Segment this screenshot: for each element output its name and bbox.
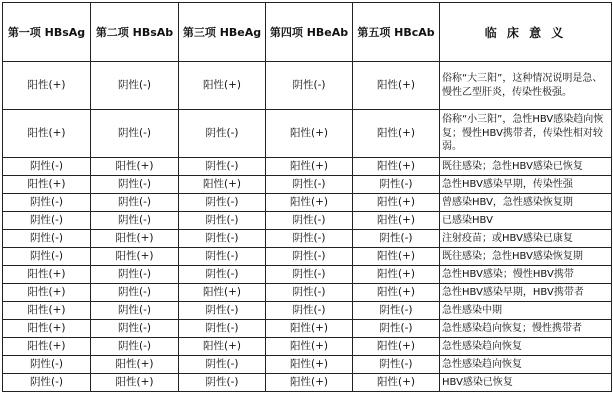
cell-hbcab: 阳性(+) xyxy=(353,110,440,158)
cell-hbeab: 阴性(-) xyxy=(266,284,353,302)
cell-clinical-meaning: 急性HBV感染早期，HBV携带者 xyxy=(440,284,612,302)
cell-hbeag: 阴性(-) xyxy=(179,320,266,338)
cell-hbsab: 阴性(-) xyxy=(91,212,179,230)
cell-hbsag: 阴性(-) xyxy=(3,194,91,212)
cell-clinical-meaning: 急性HBV感染早期，传染性强 xyxy=(440,176,612,194)
table-body xyxy=(3,62,612,392)
cell-hbeag: 阴性(-) xyxy=(179,302,266,320)
cell-hbsag: 阴性(-) xyxy=(3,248,91,266)
cell-hbsab: 阴性(-) xyxy=(91,302,179,320)
cell-hbsag: 阳性(+) xyxy=(3,266,91,284)
cell-hbsab: 阳性(+) xyxy=(91,374,179,392)
cell-hbcab: 阴性(-) xyxy=(353,320,440,338)
cell-hbcab: 阳性(+) xyxy=(353,338,440,356)
cell-hbcab: 阳性(+) xyxy=(353,374,440,392)
cell-clinical-meaning: 既往感染；急性HBV感染恢复期 xyxy=(440,248,612,266)
cell-hbsab: 阴性(-) xyxy=(91,176,179,194)
cell-hbsag: 阳性(+) xyxy=(3,62,91,110)
cell-hbsab: 阳性(+) xyxy=(91,158,179,176)
cell-hbsag: 阳性(+) xyxy=(3,110,91,158)
header-hbeag: 第三项 HBeAg xyxy=(179,3,266,62)
cell-hbeag: 阳性(+) xyxy=(179,62,266,110)
hbv-five-items-table-container xyxy=(2,2,611,416)
cell-hbcab: 阳性(+) xyxy=(353,158,440,176)
table-row xyxy=(3,338,612,356)
cell-hbcab: 阳性(+) xyxy=(353,212,440,230)
table-row xyxy=(3,284,612,302)
table-row xyxy=(3,320,612,338)
table-row xyxy=(3,158,612,176)
header-hbeab: 第四项 HBeAb xyxy=(266,3,353,62)
cell-clinical-meaning: 急性感染中期 xyxy=(440,302,612,320)
cell-clinical-meaning: 注射疫苗；或HBV感染已康复 xyxy=(440,230,612,248)
cell-clinical-meaning: 急性感染趋向恢复 xyxy=(440,356,612,374)
table-row xyxy=(3,374,612,392)
cell-hbsag: 阴性(-) xyxy=(3,158,91,176)
cell-hbeab: 阴性(-) xyxy=(266,62,353,110)
cell-hbeab: 阴性(-) xyxy=(266,176,353,194)
cell-hbcab: 阴性(-) xyxy=(353,356,440,374)
cell-hbeag: 阳性(+) xyxy=(179,338,266,356)
hbv-five-items-table xyxy=(2,2,612,392)
table-row xyxy=(3,194,612,212)
cell-clinical-meaning: 俗称“小三阳”，急性HBV感染趋向恢复；慢性HBV携带者，传染性相对较弱。 xyxy=(440,110,612,158)
cell-hbeag: 阴性(-) xyxy=(179,158,266,176)
table-row xyxy=(3,302,612,320)
cell-hbsag: 阳性(+) xyxy=(3,320,91,338)
cell-hbcab: 阳性(+) xyxy=(353,248,440,266)
cell-hbcab: 阳性(+) xyxy=(353,284,440,302)
cell-clinical-meaning: 既往感染；急性HBV感染已恢复 xyxy=(440,158,612,176)
header-hbcab: 第五项 HBcAb xyxy=(353,3,440,62)
cell-hbsag: 阴性(-) xyxy=(3,212,91,230)
cell-hbeab: 阴性(-) xyxy=(266,230,353,248)
cell-hbeag: 阳性(+) xyxy=(179,284,266,302)
cell-hbeag: 阴性(-) xyxy=(179,230,266,248)
cell-hbsag: 阳性(+) xyxy=(3,176,91,194)
cell-hbsag: 阴性(-) xyxy=(3,356,91,374)
header-hbsab: 第二项 HBsAb xyxy=(91,3,179,62)
cell-hbeag: 阴性(-) xyxy=(179,266,266,284)
table-row xyxy=(3,248,612,266)
table-row xyxy=(3,266,612,284)
cell-hbeab: 阳性(+) xyxy=(266,194,353,212)
cell-clinical-meaning: 俗称“大三阳”，这种情况说明是急、慢性乙型肝炎，传染性极强。 xyxy=(440,62,612,110)
cell-hbcab: 阴性(-) xyxy=(353,302,440,320)
table-row xyxy=(3,356,612,374)
cell-hbeag: 阴性(-) xyxy=(179,248,266,266)
cell-hbcab: 阳性(+) xyxy=(353,62,440,110)
cell-hbsag: 阴性(-) xyxy=(3,230,91,248)
cell-hbsag: 阳性(+) xyxy=(3,338,91,356)
cell-hbsab: 阴性(-) xyxy=(91,320,179,338)
cell-hbsag: 阳性(+) xyxy=(3,284,91,302)
cell-hbeag: 阴性(-) xyxy=(179,374,266,392)
cell-hbeag: 阴性(-) xyxy=(179,356,266,374)
cell-hbeab: 阳性(+) xyxy=(266,110,353,158)
cell-hbeag: 阳性(+) xyxy=(179,176,266,194)
cell-hbeag: 阴性(-) xyxy=(179,110,266,158)
table-row xyxy=(3,176,612,194)
table-header-row xyxy=(3,3,612,62)
cell-hbsab: 阳性(+) xyxy=(91,248,179,266)
table-row xyxy=(3,110,612,158)
cell-clinical-meaning: 急性HBV感染；慢性HBV携带 xyxy=(440,266,612,284)
cell-hbeag: 阴性(-) xyxy=(179,212,266,230)
cell-hbcab: 阴性(-) xyxy=(353,176,440,194)
cell-hbsab: 阴性(-) xyxy=(91,194,179,212)
cell-hbsab: 阴性(-) xyxy=(91,284,179,302)
cell-hbsab: 阳性(+) xyxy=(91,356,179,374)
cell-hbcab: 阳性(+) xyxy=(353,266,440,284)
cell-hbsab: 阴性(-) xyxy=(91,110,179,158)
cell-clinical-meaning: 曾感染HBV，急性感染恢复期 xyxy=(440,194,612,212)
cell-hbsag: 阳性(+) xyxy=(3,302,91,320)
cell-hbcab: 阴性(-) xyxy=(353,230,440,248)
cell-hbeab: 阳性(+) xyxy=(266,356,353,374)
cell-hbeab: 阳性(+) xyxy=(266,158,353,176)
table-row xyxy=(3,62,612,110)
header-hbsag: 第一项 HBsAg xyxy=(3,3,91,62)
table-row xyxy=(3,230,612,248)
cell-hbsab: 阴性(-) xyxy=(91,338,179,356)
cell-hbeag: 阴性(-) xyxy=(179,194,266,212)
cell-hbsab: 阴性(-) xyxy=(91,62,179,110)
cell-hbeab: 阳性(+) xyxy=(266,338,353,356)
cell-hbsab: 阳性(+) xyxy=(91,230,179,248)
cell-hbeab: 阳性(+) xyxy=(266,320,353,338)
table-row xyxy=(3,212,612,230)
cell-hbsab: 阴性(-) xyxy=(91,266,179,284)
cell-hbeab: 阴性(-) xyxy=(266,212,353,230)
cell-clinical-meaning: 急性感染趋向恢复 xyxy=(440,338,612,356)
cell-hbeab: 阴性(-) xyxy=(266,266,353,284)
cell-clinical-meaning: HBV感染已恢复 xyxy=(440,374,612,392)
cell-hbeab: 阴性(-) xyxy=(266,248,353,266)
header-clinical-meaning: 临 床 意 义 xyxy=(440,3,612,62)
cell-hbsag: 阴性(-) xyxy=(3,374,91,392)
cell-clinical-meaning: 已感染HBV xyxy=(440,212,612,230)
cell-hbeab: 阳性(+) xyxy=(266,374,353,392)
cell-hbeab: 阴性(-) xyxy=(266,302,353,320)
cell-clinical-meaning: 急性感染趋向恢复；慢性携带者 xyxy=(440,320,612,338)
cell-hbcab: 阳性(+) xyxy=(353,194,440,212)
